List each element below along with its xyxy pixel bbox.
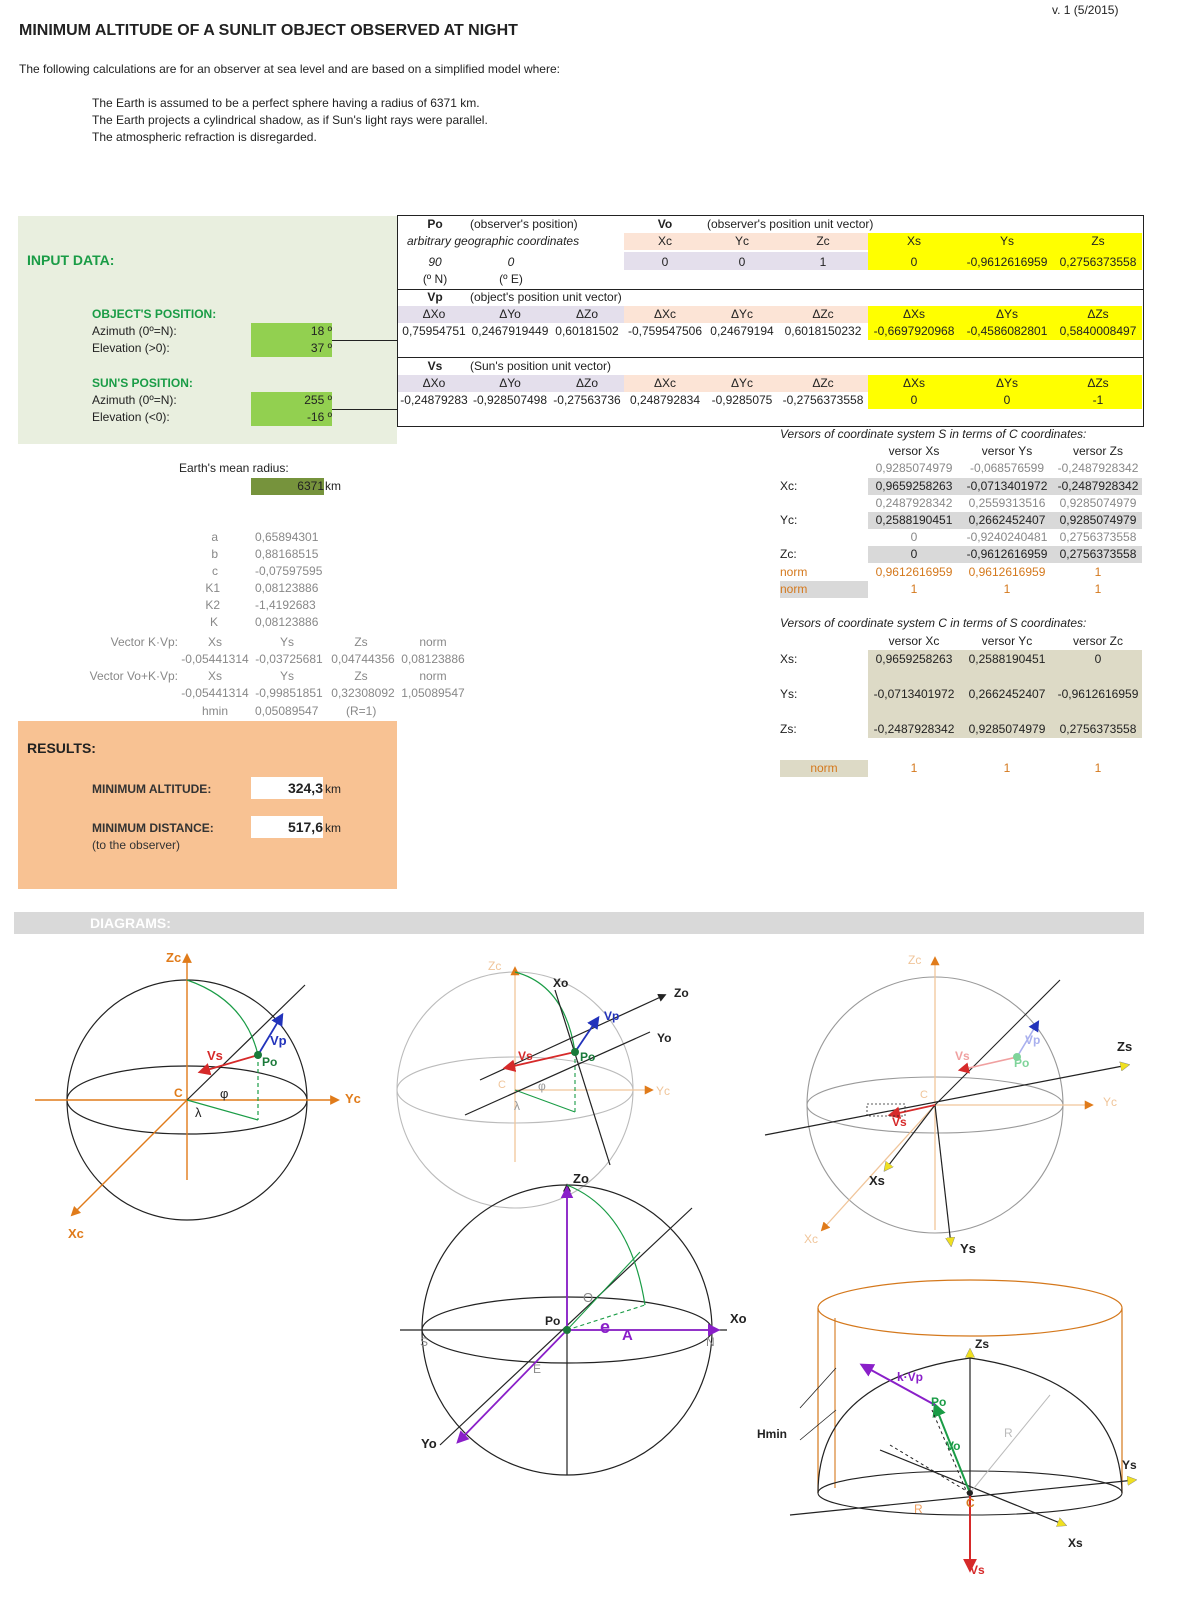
versors-s-row-label: Xc: [780, 479, 798, 493]
kvp-value: -0,05441314 [181, 652, 249, 666]
versors-c-header: versor Zc [1072, 634, 1123, 648]
vs-label-top: Vs [955, 1049, 970, 1063]
po-lat-unit: (º N) [422, 272, 448, 286]
vokvp-value: 1,05089547 [401, 686, 465, 700]
yc-label: Yc [656, 1084, 671, 1098]
vp-dheader: ΔZc [812, 307, 834, 321]
vo-header: Ys [999, 234, 1014, 248]
phi-label: φ [220, 1086, 229, 1101]
xs-label: Xs [869, 1173, 885, 1188]
po-label: Po [931, 1395, 947, 1409]
zs-label: Zs [1117, 1039, 1133, 1054]
min-altitude-unit: km [325, 782, 341, 796]
versors-c-cell: 0,2662452407 [968, 687, 1046, 701]
versors-s-norm: 1 [910, 582, 918, 596]
diagram-2 [397, 959, 689, 1208]
zo-label: Zo [674, 986, 689, 1000]
r-label-bottom: R [914, 1502, 923, 1516]
vp-desc: (object's position unit vector) [470, 290, 622, 304]
versors-s-cell: -0,9240240481 [966, 530, 1048, 544]
sun-azimuth-input[interactable]: 255 º [251, 392, 332, 409]
vp-label: Vp [1025, 1033, 1041, 1047]
zc-label: Zc [166, 950, 182, 965]
versors-s-cell: 0,2756373558 [1059, 530, 1137, 544]
vs-dheader: ΔZo [575, 376, 599, 390]
vo-header: Xs [906, 234, 921, 248]
vp-label: Vp [270, 1033, 287, 1048]
po-desc: (observer's position) [470, 217, 578, 231]
vo-value: -0,9612616959 [966, 255, 1048, 269]
vp-dheader: ΔXo [422, 307, 446, 321]
c-label: C [966, 1496, 975, 1510]
vo-header: Xc [657, 234, 672, 248]
vs-value: -0,24879283 [400, 393, 468, 407]
vo-label: Vo [657, 217, 673, 231]
versors-s-norm: 1 [1094, 565, 1102, 579]
lambda-label: λ [514, 1099, 520, 1113]
vp-dheader: ΔZo [575, 307, 599, 321]
versors-s-row-label: Yc: [780, 513, 798, 527]
versors-c-cell: 0,2588190451 [968, 652, 1046, 666]
versors-s-norm: 1 [1003, 582, 1011, 596]
vokvp-label: Vector Vo+K·Vp: [89, 669, 178, 683]
versors-s-header: versor Zs [1072, 444, 1123, 458]
versors-s-norm: 0,9612616959 [968, 565, 1046, 579]
vs-value: 0 [1003, 393, 1011, 407]
vp-value: 0,24679194 [710, 324, 774, 338]
versors-c-cell: -0,9612616959 [1057, 687, 1139, 701]
zc-label: Zc [908, 953, 922, 967]
xo-label: Xo [553, 976, 569, 990]
versors-c-cell: -0,2487928342 [873, 722, 955, 736]
radius-label: Earth's mean radius: [179, 461, 289, 475]
vo-value: 0 [738, 255, 746, 269]
xc-axis [72, 1100, 187, 1215]
versors-c-cell: 0,2756373558 [1059, 722, 1137, 736]
vo-label: Vo [946, 1439, 961, 1453]
zc-label: Zc [488, 959, 502, 973]
versors-c-header: versor Xc [888, 634, 940, 648]
calc-label: K1 [205, 581, 220, 595]
po-lon-unit: (º E) [499, 272, 523, 286]
min-distance-value: 517,6 [251, 816, 323, 838]
vs-value: -0,2756373558 [782, 393, 864, 407]
versors-c-cell: 0 [1094, 652, 1102, 666]
vo-value: 0,2756373558 [1059, 255, 1137, 269]
vp-label: Vp [427, 290, 443, 304]
hmin-label: Hmin [757, 1427, 787, 1441]
assumption-3: The atmospheric refraction is disregarded. [92, 130, 317, 144]
page-title: MINIMUM ALTITUDE OF A SUNLIT OBJECT OBSERVED AT NIGHT [19, 22, 518, 39]
kvp-col: Ys [279, 635, 294, 649]
versors-s-cell: 0,9285074979 [1059, 496, 1137, 510]
vs-desc: (Sun's position unit vector) [470, 359, 612, 373]
diagrams-canvas [0, 940, 1179, 1595]
sun-elevation-label: Elevation (<0): [92, 410, 170, 424]
vs-value: 0 [910, 393, 918, 407]
calc-value: -1,4192683 [255, 598, 316, 612]
versors-s-cell: -0,2487928342 [1057, 461, 1139, 475]
vs-value: -0,928507498 [472, 393, 548, 407]
vp-value: 0,6018150232 [784, 324, 862, 338]
vokvp-col: Xs [207, 669, 222, 683]
xo-axis [555, 990, 610, 1165]
po-label: Po [580, 1050, 596, 1064]
object-position-heading: OBJECT'S POSITION: [92, 307, 217, 321]
versors-c-norm: 1 [1094, 761, 1102, 775]
connector-line [332, 409, 397, 410]
vokvp-col: Ys [279, 669, 294, 683]
diagram-5 [757, 1280, 1137, 1577]
versors-s-row-label: Zc: [780, 547, 797, 561]
versors-c-norm-label: norm [810, 761, 838, 775]
vs-label: Vs [970, 1563, 985, 1577]
vp-value: 0,5840008497 [1059, 324, 1137, 338]
kvp-value: 0,04744356 [331, 652, 395, 666]
yc-label: Yc [345, 1091, 361, 1106]
xo-label: Xo [730, 1311, 747, 1326]
versors-c-cell: 0,9659258263 [875, 652, 953, 666]
ys-label: Ys [1122, 1458, 1137, 1472]
vp-dheader: ΔYs [995, 307, 1019, 321]
vp-dheader: ΔXc [653, 307, 677, 321]
versors-c-cell: -0,0713401972 [873, 687, 955, 701]
calc-label: K2 [205, 598, 220, 612]
radius-input[interactable]: 6371 [251, 478, 324, 495]
calc-label: c [212, 564, 218, 578]
c-label: C [174, 1086, 183, 1100]
ys-label: Ys [960, 1241, 976, 1256]
o-label: O [583, 1290, 594, 1305]
kvp-label: k·Vp [897, 1370, 924, 1384]
versors-s-norm-label: norm [780, 582, 808, 596]
vokvp-value: 0,32308092 [331, 686, 395, 700]
e-dir-label: E [533, 1362, 542, 1376]
vokvp-value: -0,99851851 [255, 686, 323, 700]
versors-s-norm: 0,9612616959 [875, 565, 953, 579]
vo-value: 1 [819, 255, 827, 269]
po-label: Po [545, 1314, 561, 1328]
calc-value: 0,65894301 [255, 530, 319, 544]
versors-c-title: Versors of coordinate system C in terms of S coordinates: [780, 616, 1087, 630]
versors-s-cell: -0,9612616959 [966, 547, 1048, 561]
vp-dheader: ΔZs [1087, 307, 1109, 321]
c-label: C [920, 1089, 928, 1101]
sun-position-heading: SUN'S POSITION: [92, 376, 193, 390]
vs-value: -0,9285075 [711, 393, 773, 407]
vs-label: Vs [207, 1048, 223, 1063]
c-label: C [498, 1079, 506, 1091]
xc-label: Xc [68, 1226, 84, 1241]
versors-s-cell: 0,2559313516 [968, 496, 1046, 510]
azimuth-label: A [622, 1327, 633, 1344]
connector-line [332, 340, 397, 341]
kvp-value: -0,03725681 [255, 652, 323, 666]
calc-label: a [211, 530, 218, 544]
min-distance-sub: (to the observer) [92, 838, 181, 852]
object-azimuth-label: Azimuth (0º=N): [92, 324, 177, 338]
versors-s-cell: 0,2756373558 [1059, 547, 1137, 561]
kvp-label: Vector K·Vp: [110, 635, 178, 649]
object-azimuth-input[interactable]: 18 º [251, 323, 332, 340]
versors-s-cell: 0 [910, 530, 918, 544]
hmin-note: (R=1) [346, 704, 377, 718]
n-label: N [706, 1335, 715, 1349]
diagrams-heading: DIAGRAMS: [90, 915, 171, 931]
intro-text: The following calculations are for an observer at sea level and are based on a simplified model where: [19, 62, 560, 76]
vo-header: Zc [816, 234, 830, 248]
versors-s-cell: 0,2662452407 [968, 513, 1046, 527]
elev-label: e [600, 1317, 611, 1337]
versors-s-norm: 1 [1094, 582, 1102, 596]
r-label: R [1004, 1426, 1013, 1440]
min-distance-label: MINIMUM DISTANCE: [92, 821, 214, 835]
vokvp-col: Zs [354, 669, 368, 683]
versors-s-cell: 0,2487928342 [875, 496, 953, 510]
vp-dheader: ΔXs [902, 307, 926, 321]
versors-s-header: versor Xs [888, 444, 940, 458]
versors-s-cell: 0 [910, 547, 918, 561]
hmin-label: hmin [201, 704, 228, 718]
object-elevation-label: Elevation (>0): [92, 341, 170, 355]
versors-c-header: versor Yc [981, 634, 1033, 648]
vp-dheader: ΔYo [499, 307, 521, 321]
versors-s-cell: 0,9285074979 [875, 461, 953, 475]
vs-value: -1 [1092, 393, 1104, 407]
versors-c-norm: 1 [910, 761, 918, 775]
object-elevation-input[interactable]: 37 º [251, 340, 332, 357]
yo-label: Yo [657, 1031, 672, 1045]
vo-header: Zs [1091, 234, 1105, 248]
versors-s-cell: -0,068576599 [969, 461, 1045, 475]
versors-s-header: versor Ys [981, 444, 1033, 458]
vs-value: 0,248792834 [629, 393, 701, 407]
assumption-1: The Earth is assumed to be a perfect sphere having a radius of 6371 km. [92, 96, 480, 110]
versors-s-norm-label: norm [780, 565, 808, 579]
vs-dheader: ΔXs [902, 376, 926, 390]
zs-label: Zs [975, 1337, 990, 1351]
kvp-col: Zs [354, 635, 368, 649]
diagrams-bar [14, 912, 1144, 934]
phi-label: φ [538, 1079, 546, 1093]
vs-dheader: ΔYo [499, 376, 521, 390]
versors-c-row-label: Ys: [780, 687, 798, 701]
po-label: Po [427, 217, 443, 231]
versors-s-cell: 0,9285074979 [1059, 513, 1137, 527]
calc-value: 0,08123886 [255, 615, 319, 629]
versors-c-row-label: Xs: [780, 652, 798, 666]
versors-s-cell: 0,9659258263 [875, 479, 953, 493]
assumption-2: The Earth projects a cylindrical shadow, as if Sun's light rays were parallel. [92, 113, 488, 127]
min-altitude-label: MINIMUM ALTITUDE: [92, 782, 212, 796]
vp-value: -0,4586082801 [966, 324, 1048, 338]
kvp-col: Xs [207, 635, 222, 649]
vo-header: Yc [734, 234, 749, 248]
radius-unit: km [325, 479, 341, 493]
vs-dheader: ΔXc [653, 376, 677, 390]
sun-elevation-input[interactable]: -16 º [251, 409, 332, 426]
input-heading: INPUT DATA: [27, 252, 115, 268]
diagram-3 [765, 953, 1132, 1256]
vs-label: Vs [892, 1115, 907, 1129]
diagram-1 [35, 950, 361, 1241]
yc-label: Yc [1103, 1095, 1118, 1109]
vo-desc: (observer's position unit vector) [707, 217, 874, 231]
vp-value: 0,75954751 [402, 324, 466, 338]
zo-label: Zo [573, 1171, 589, 1186]
po-line [187, 985, 305, 1100]
versors-s-cell: -0,2487928342 [1057, 479, 1139, 493]
calc-label: b [211, 547, 218, 561]
min-altitude-value: 324,3 [251, 777, 323, 799]
vp-value: -0,759547506 [627, 324, 703, 338]
s-label: S [420, 1335, 429, 1349]
diagram-4 [400, 1171, 747, 1475]
version-label: v. 1 (5/2015) [1052, 3, 1119, 17]
vs-value: -0,27563736 [553, 393, 621, 407]
versors-s-title: Versors of coordinate system S in terms of C coordinates: [780, 427, 1087, 441]
hmin-value: 0,05089547 [255, 704, 319, 718]
xc-label: Xc [804, 1232, 819, 1246]
versors-c-norm: 1 [1003, 761, 1011, 775]
vs-label: Vs [427, 359, 443, 373]
po-sub: arbitrary geographic coordinates [407, 234, 580, 248]
lambda-label: λ [195, 1105, 202, 1120]
kvp-col: norm [419, 635, 447, 649]
calc-value: 0,08123886 [255, 581, 319, 595]
vp-value: -0,6697920968 [873, 324, 955, 338]
calc-value: -0,07597595 [255, 564, 323, 578]
po-label: Po [1014, 1056, 1030, 1070]
vs-dheader: ΔYs [995, 376, 1019, 390]
meridian [187, 980, 258, 1055]
vokvp-value: -0,05441314 [181, 686, 249, 700]
po-lon: 0 [507, 255, 515, 269]
vs-dheader: ΔZs [1087, 376, 1109, 390]
calc-label: K [209, 615, 218, 629]
vp-value: 0,60181502 [555, 324, 619, 338]
vokvp-col: norm [419, 669, 447, 683]
xs-label: Xs [1068, 1536, 1083, 1550]
vp-label: Vp [604, 1009, 620, 1023]
po-lat: 90 [428, 255, 442, 269]
min-distance-unit: km [325, 821, 341, 835]
vs-label: Vs [518, 1049, 533, 1063]
vp-value: 0,2467919449 [471, 324, 549, 338]
po-label: Po [262, 1055, 278, 1069]
versors-c-cell: 0,9285074979 [968, 722, 1046, 736]
versors-c-row-label: Zs: [780, 722, 797, 736]
results-heading: RESULTS: [27, 740, 96, 756]
versors-s-cell: -0,0713401972 [966, 479, 1048, 493]
vs-dheader: ΔZc [812, 376, 834, 390]
po-point [254, 1051, 262, 1059]
kvp-value: 0,08123886 [401, 652, 465, 666]
vs-dheader: ΔXo [422, 376, 446, 390]
versors-s-cell: 0,2588190451 [875, 513, 953, 527]
calc-value: 0,88168515 [255, 547, 319, 561]
vo-value: 0 [910, 255, 918, 269]
yo-label: Yo [421, 1436, 437, 1451]
vp-dheader: ΔYc [730, 307, 754, 321]
sun-azimuth-label: Azimuth (0º=N): [92, 393, 177, 407]
vs-dheader: ΔYc [730, 376, 754, 390]
vo-value: 0 [661, 255, 669, 269]
